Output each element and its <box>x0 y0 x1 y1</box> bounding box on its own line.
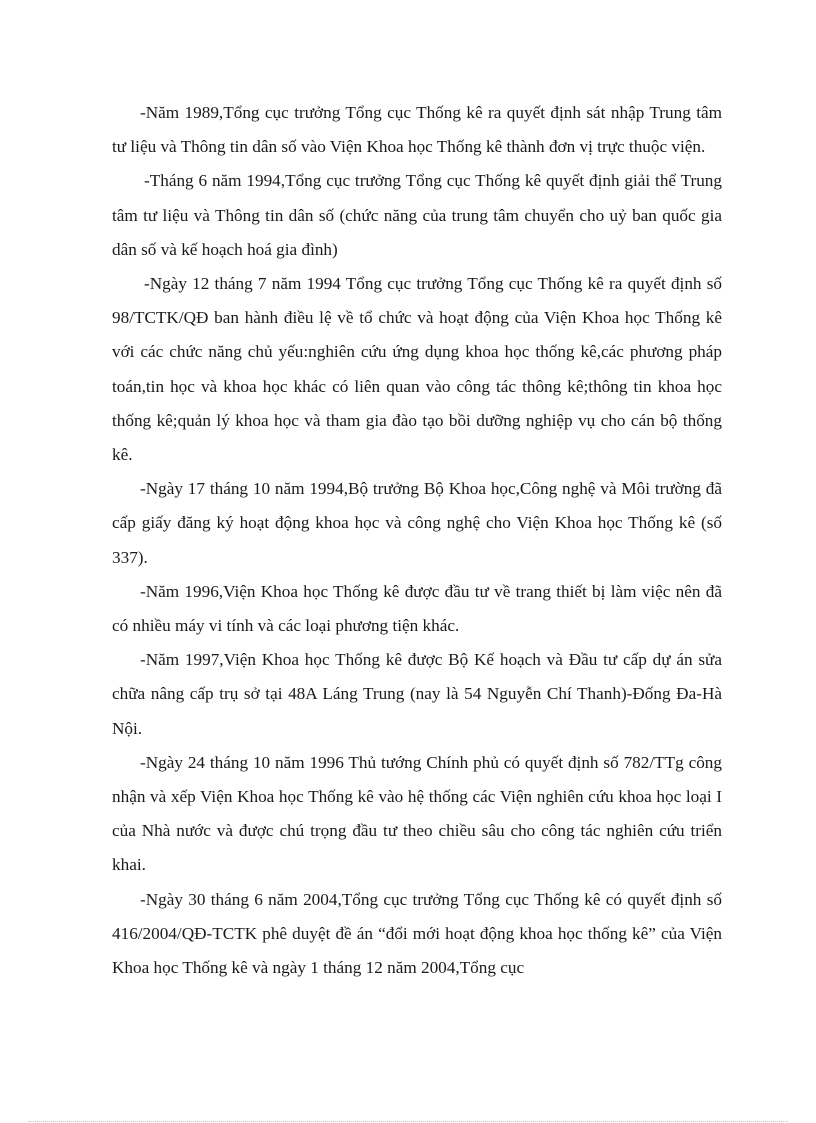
paragraph-1996-recognition: -Ngày 24 tháng 10 năm 1996 Thủ tướng Chính phủ có quyết định số 782/TTg công nhận và xếp Viện Khoa học Thống kê vào hệ thống các Viện nghiên cứu khoa học loại I của Nhà nước và được chú trọng đầu tư theo chiều sâu cho công tác nghiên cứu triển khai. <box>112 752 722 875</box>
paragraph-1994-registration: -Ngày 17 tháng 10 năm 1994,Bộ trưởng Bộ Khoa học,Công nghệ và Môi trường đã cấp giấy đăng ký hoạt động khoa học và công nghệ cho Viện Khoa học Thống kê (số 337). <box>112 479 722 567</box>
paragraph-1994-charter: -Ngày 12 tháng 7 năm 1994 Tổng cục trưởng Tổng cục Thống kê ra quyết định số 98/TCTK/QĐ ban hành điều lệ về tổ chức và hoạt động của Viện Khoa học Thống kê với các chức năng chủ yếu:nghiên cứu ứng dụng khoa học thống kê,các phương pháp toán,tin học và khoa học khác có liên quan vào công tác thông kê;thông tin khoa học thống kê;quản lý khoa học và tham gia đào tạo bồi dưỡng nghiệp vụ cho cán bộ thống kê. <box>112 274 722 465</box>
paragraph-1997-renovation: -Năm 1997,Viện Khoa học Thống kê được Bộ Kế hoạch và Đầu tư cấp dự án sửa chữa nâng cấp trụ sở tại 48A Láng Trung (nay là 54 Nguyễn Chí Thanh)-Đống Đa-Hà Nội. <box>112 650 722 738</box>
paragraph-1994-dissolution: -Tháng 6 năm 1994,Tổng cục trưởng Tổng cục Thống kê quyết định giải thể Trung tâm tư liệu và Thông tin dân số (chức năng của trung tâm chuyển cho uỷ ban quốc gia dân số và kế hoạch hoá gia đình) <box>112 171 722 259</box>
paragraph-2004-innovation: -Ngày 30 tháng 6 năm 2004,Tổng cục trưởng Tổng cục Thống kê có quyết định số 416/2004/QĐ-TCTK phê duyệt đề án “đổi mới hoạt động khoa học thống kê” của Viện Khoa học Thống kê và ngày 1 tháng 12 năm 2004,Tổng cục <box>112 889 722 978</box>
page-bottom-divider <box>28 1121 788 1122</box>
paragraph-1989-merger: -Năm 1989,Tổng cục trưởng Tổng cục Thống kê ra quyết định sát nhập Trung tâm tư liệu và Thông tin dân số vào Viện Khoa học Thống kê thành đơn vị trực thuộc viện. <box>112 103 722 157</box>
paragraph-1996-equipment: -Năm 1996,Viện Khoa học Thống kê được đầu tư về trang thiết bị làm việc nên đã có nhiều máy vi tính và các loại phương tiện khác. <box>112 581 722 636</box>
document-body <box>112 96 722 985</box>
